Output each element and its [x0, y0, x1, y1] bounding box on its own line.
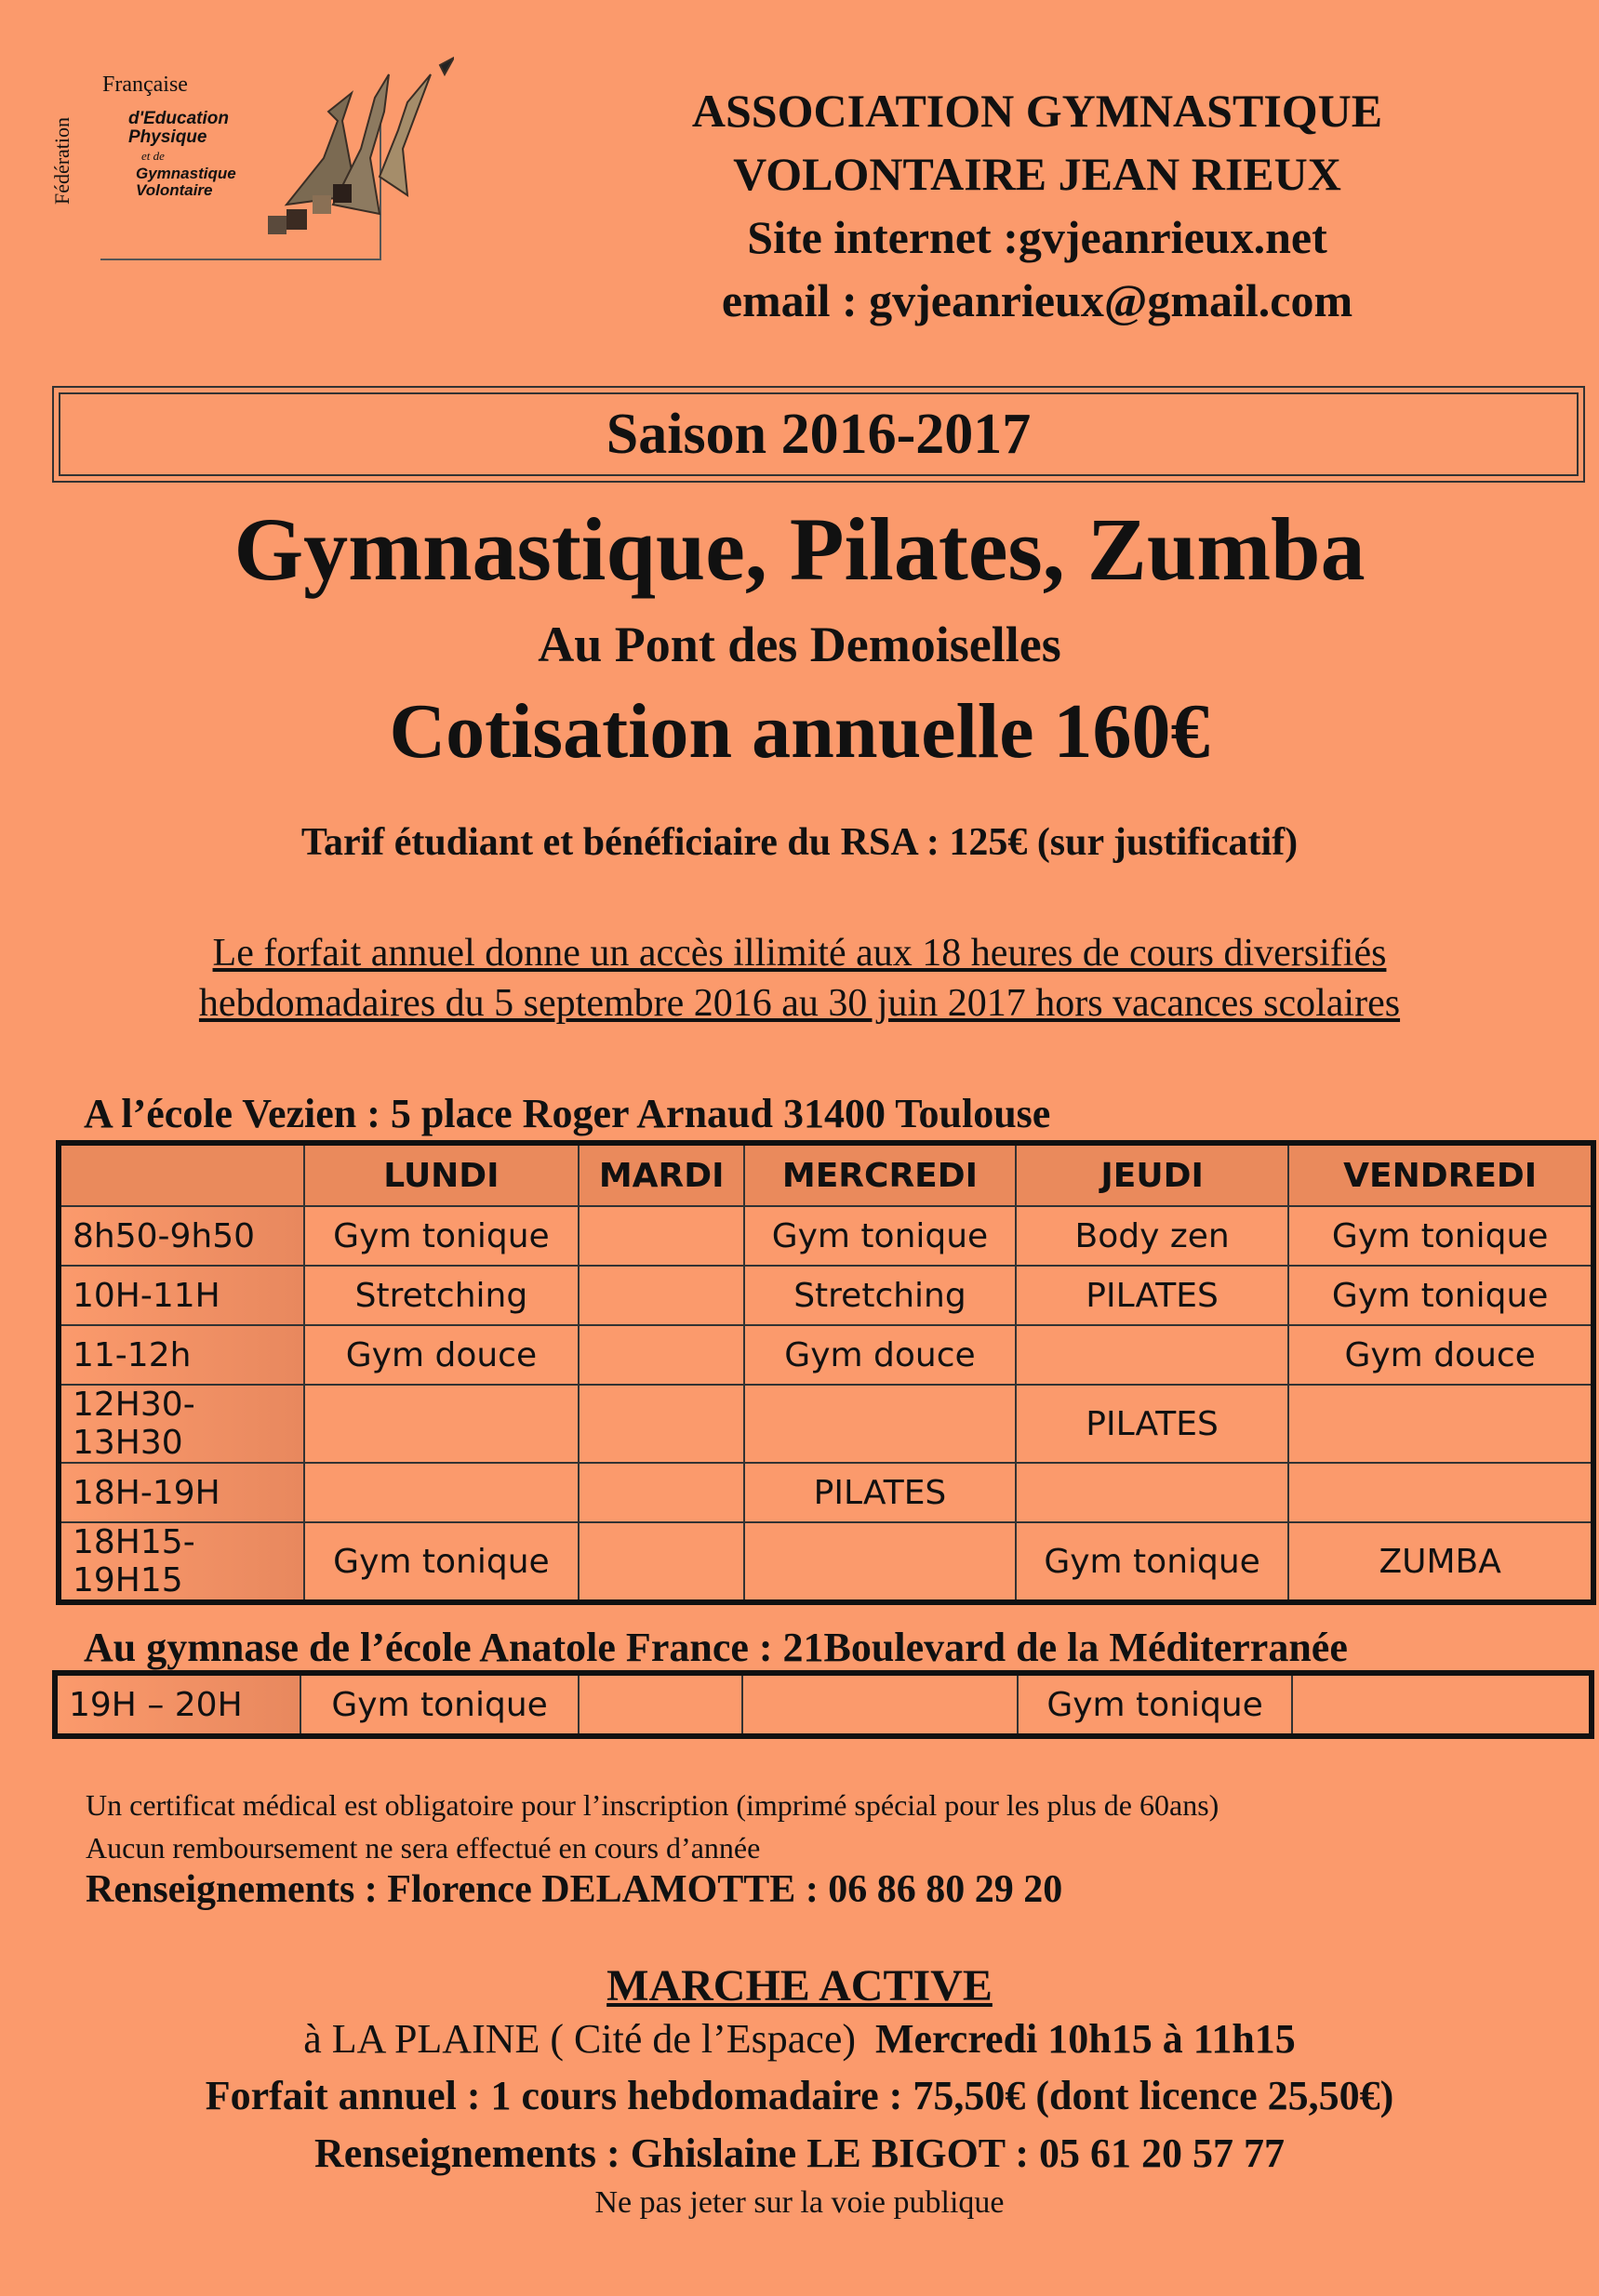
refund-note: Aucun remboursement ne sera effectué en cours d’année — [86, 1831, 761, 1865]
schedule-row — [60, 1206, 1592, 1266]
logo-francaise-text: Française — [102, 73, 188, 97]
contact-ghislaine: Renseignements : Ghislaine LE BIGOT : 05 61 20 57 77 — [313, 2130, 1286, 2176]
time-slot: 11-12h — [60, 1325, 304, 1385]
class-cell: Gym douce — [744, 1325, 1016, 1385]
class-cell: Gym tonique — [1288, 1206, 1592, 1266]
day-header: JEUDI — [1016, 1145, 1289, 1206]
forfait-description — [0, 928, 1599, 1029]
class-cell: Body zen — [1016, 1206, 1289, 1266]
schedule-header-row — [60, 1145, 1592, 1206]
class-cell — [1288, 1385, 1592, 1463]
schedule-row — [60, 1522, 1592, 1600]
schedule-row — [57, 1675, 1590, 1734]
class-cell: ZUMBA — [1288, 1522, 1592, 1600]
schedule-row — [60, 1266, 1592, 1325]
gymnast-figures-icon — [268, 56, 454, 242]
day-header: LUNDI — [304, 1145, 580, 1206]
class-cell — [579, 1206, 744, 1266]
school-vezien-address: A l’école Vezien : 5 place Roger Arnaud 31400 Toulouse — [84, 1091, 1051, 1136]
forfait-line-2: hebdomadaires du 5 septembre 2016 au 30 juin 2017 hors vacances scolaires — [198, 982, 1401, 1025]
class-cell: Gym tonique — [300, 1675, 580, 1734]
student-rate: Tarif étudiant et bénéficiaire du RSA : 125€ (sur justificatif) — [300, 821, 1299, 864]
marche-time: Mercredi 10h15 à 11h15 — [875, 2016, 1296, 2062]
class-cell: PILATES — [744, 1463, 1016, 1522]
class-cell: Gym tonique — [304, 1206, 580, 1266]
time-slot: 18H15-19H15 — [60, 1522, 304, 1600]
class-cell — [579, 1675, 742, 1734]
forfait-line-1: Le forfait annuel donne un accès illimité aux 18 heures de cours diversifiés — [212, 932, 1387, 975]
marche-active-place-time — [0, 2015, 1599, 2063]
class-cell: Gym tonique — [1288, 1266, 1592, 1325]
class-cell: Gym tonique — [304, 1522, 580, 1600]
annual-fee: Cotisation annuelle 160€ — [389, 688, 1210, 775]
time-slot: 12H30-13H30 — [60, 1385, 304, 1463]
day-header: VENDREDI — [1288, 1145, 1592, 1206]
association-header — [530, 79, 1544, 332]
header-email: email : gvjeanrieux@gmail.com — [721, 274, 1353, 326]
header-website: Site internet :gvjeanrieux.net — [747, 211, 1327, 263]
season-box — [52, 386, 1585, 483]
logo-federation-text: Fédération — [50, 116, 74, 206]
class-cell: Gym tonique — [1018, 1675, 1293, 1734]
marche-active-title: MARCHE ACTIVE — [606, 1961, 993, 2011]
class-cell: PILATES — [1016, 1266, 1289, 1325]
location-subtitle: Au Pont des Demoiselles — [538, 617, 1061, 672]
class-cell — [579, 1385, 744, 1463]
day-header — [60, 1145, 304, 1206]
logo-et-de-text: et de — [141, 149, 165, 163]
logo-education-text: d'Education Physique — [128, 109, 229, 147]
class-cell — [579, 1463, 744, 1522]
header-line-1: ASSOCIATION GYMNASTIQUE — [691, 85, 1383, 137]
class-cell — [304, 1463, 580, 1522]
federation-logo — [50, 56, 445, 251]
contact-florence: Renseignements : Florence DELAMOTTE : 06 86 80 29 20 — [86, 1868, 1063, 1911]
schedule-row — [60, 1385, 1592, 1463]
header-line-2: VOLONTAIRE JEAN RIEUX — [733, 148, 1341, 200]
day-header: MERCREDI — [744, 1145, 1016, 1206]
class-cell: Stretching — [744, 1266, 1016, 1325]
class-cell — [1288, 1463, 1592, 1522]
class-cell: Gym tonique — [744, 1206, 1016, 1266]
medical-certificate-note: Un certificat médical est obligatoire pour l’inscription (imprimé spécial pour les plus de 60ans) — [86, 1788, 1219, 1822]
day-header: MARDI — [579, 1145, 744, 1206]
marche-place: à LA PLAINE ( Cité de l’Espace) — [303, 2016, 856, 2062]
class-cell — [744, 1385, 1016, 1463]
notes — [86, 1784, 1219, 1869]
main-title: Gymnastique, Pilates, Zumba — [233, 499, 1366, 599]
class-cell — [579, 1325, 744, 1385]
class-cell: Gym tonique — [1016, 1522, 1289, 1600]
season-title: Saison 2016-2017 — [606, 403, 1032, 466]
class-cell — [1016, 1325, 1289, 1385]
time-slot: 10H-11H — [60, 1266, 304, 1325]
school-anatole-france-address: Au gymnase de l’école Anatole France : 21Boulevard de la Méditerranée — [84, 1625, 1348, 1670]
time-slot: 19H – 20H — [57, 1675, 300, 1734]
footer-note: Ne pas jeter sur la voie publique — [594, 2185, 1005, 2220]
class-cell — [742, 1675, 1018, 1734]
class-cell — [304, 1385, 580, 1463]
schedule-table-vezien — [60, 1144, 1592, 1601]
class-cell — [579, 1266, 744, 1325]
class-cell: Gym douce — [1288, 1325, 1592, 1385]
class-cell — [1016, 1463, 1289, 1522]
schedule-row — [60, 1325, 1592, 1385]
schedule-table-anatole-france — [56, 1674, 1591, 1735]
class-cell — [744, 1522, 1016, 1600]
class-cell: PILATES — [1016, 1385, 1289, 1463]
time-slot: 18H-19H — [60, 1463, 304, 1522]
class-cell: Stretching — [304, 1266, 580, 1325]
class-cell — [1292, 1675, 1590, 1734]
logo-gymnastique-text: Gymnastique Volontaire — [136, 165, 236, 199]
schedule-row — [60, 1463, 1592, 1522]
class-cell: Gym douce — [304, 1325, 580, 1385]
class-cell — [579, 1522, 744, 1600]
marche-active-price: Forfait annuel : 1 cours hebdomadaire : 75,50€ (dont licence 25,50€) — [205, 2073, 1394, 2118]
time-slot: 8h50-9h50 — [60, 1206, 304, 1266]
